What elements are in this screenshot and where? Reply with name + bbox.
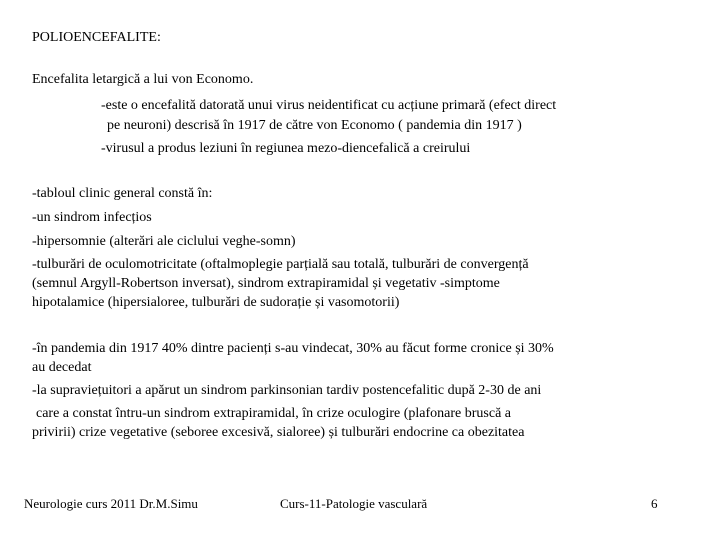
evolution-line3: -la supraviețuitori a apărut un sindrom parkinsonian tardiv postencefalitic după 2-30 de ani: [32, 383, 542, 398]
intro-point2: -virusul a produs leziuni în regiunea mezo-diencefalică a creirului: [101, 141, 471, 156]
intro-heading: Encefalita letargică a lui von Economo.: [32, 72, 254, 87]
clinical-line6: hipotalamice (hipersialoree, tulburări de sudorație și vasomotorii): [32, 295, 400, 310]
evolution-line5: privirii) crize vegetative (seboree excesivă, sialoree) și tulburări endocrine ca obezitatea: [32, 425, 525, 440]
clinical-line4: -tulburări de oculomotricitate (oftalmoplegie parțială sau totală, tulburări de convergență: [32, 257, 529, 272]
evolution-line1: -în pandemia din 1917 40% dintre pacienți s-au vindecat, 30% au făcut forme cronice și 30%: [32, 341, 554, 356]
intro-point1-line2: pe neuroni) descrisă în 1917 de către von Economo ( pandemia din 1917 ): [107, 118, 522, 133]
slide-title: POLIOENCEFALITE:: [32, 30, 161, 45]
clinical-line2: -un sindrom infecțios: [32, 210, 152, 225]
clinical-line3: -hipersomnie (alterări ale ciclului veghe-somn): [32, 234, 296, 249]
footer-lecture: Curs-11-Patologie vasculară: [280, 496, 428, 511]
footer-page-number: 6: [651, 496, 658, 511]
clinical-line5: (semnul Argyll-Robertson inversat), sindrom extrapiramidal și vegetativ -simptome: [32, 276, 500, 291]
clinical-line1: -tabloul clinic general constă în:: [32, 186, 213, 201]
evolution-line2: au decedat: [32, 360, 92, 375]
evolution-line4: care a constat întru-un sindrom extrapiramidal, în crize oculogire (plafonare bruscă a: [36, 406, 512, 421]
intro-point1-line1: -este o encefalită datorată unui virus neidentificat cu acțiune primară (efect direct: [101, 98, 557, 113]
footer-course: Neurologie curs 2011 Dr.M.Simu: [24, 496, 198, 511]
